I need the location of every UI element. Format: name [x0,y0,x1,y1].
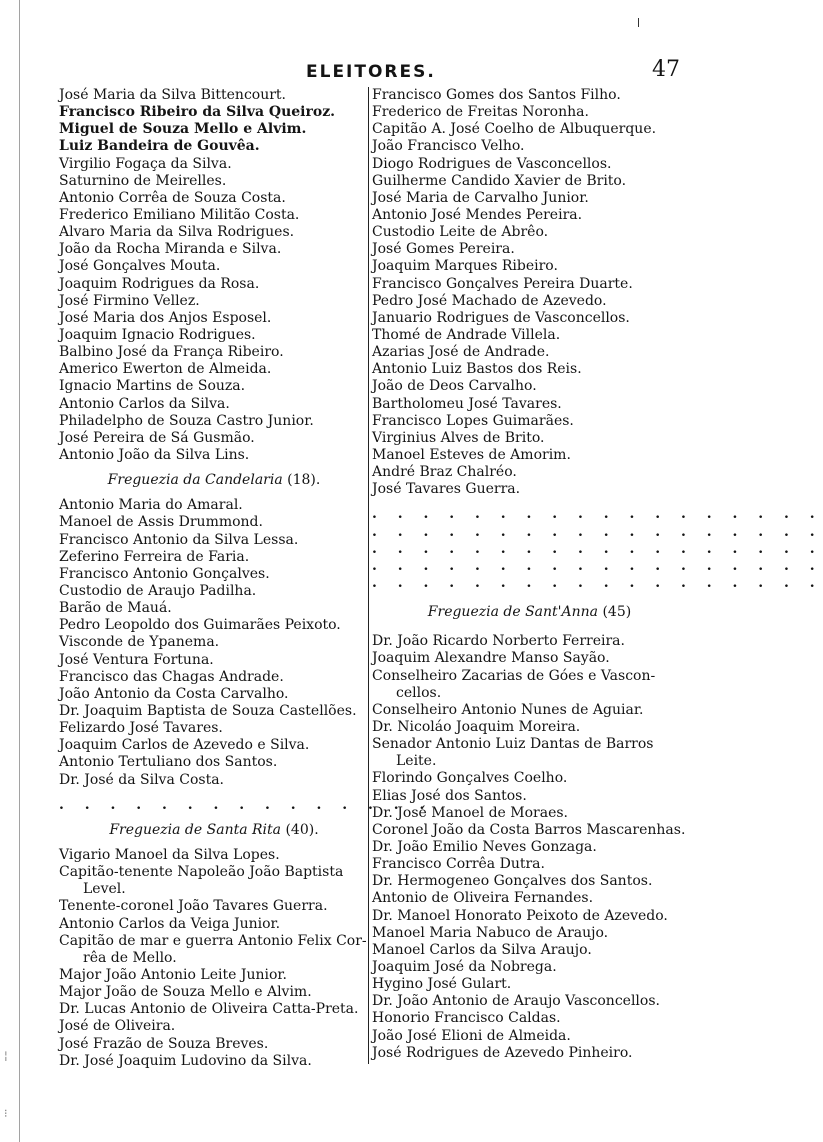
voter-entry: Joaquim José da Nobrega. [372,958,557,975]
voter-entry: José Rodrigues de Azevedo Pinheiro. [372,1044,633,1061]
page-header [60,57,690,86]
voter-entry: Tenente-coronel João Tavares Guerra. [59,898,328,915]
page-number: 47 [652,57,680,82]
right-column [372,87,823,1062]
voter-entry: João Francisco Velho. [372,138,525,155]
voter-entry: Antonio Tertuliano dos Santos. [59,754,278,771]
voter-entry: Capitão A. José Coelho de Albuquerque. [372,121,657,138]
voter-entry: Conselheiro Antonio Nunes de Aguiar. [372,701,644,718]
voter-entry: José Maria de Carvalho Junior. [372,189,589,206]
voter-entry: Francisco Lopes Guimarães. [372,412,574,429]
ellipsis-row: . . . . . . . . . . . . . . . . . . [372,523,823,540]
voter-entry: Visconde de Ypanema. [59,634,220,651]
voter-entry: José Maria da Silva Bittencourt. [59,87,286,103]
voter-entry: Manoel Esteves de Amorim. [372,446,571,463]
voter-entry: Joaquim Alexandre Manso Sayão. [372,650,610,667]
voter-entry: José Maria dos Anjos Esposel. [59,309,272,326]
voter-entry: André Braz Chalréo. [372,464,517,481]
spacer [372,621,687,633]
voter-entry: José Frazão de Souza Breves. [59,1035,269,1052]
voter-entry: Diogo Rodrigues de Vasconcellos. [372,155,612,172]
voter-entry: Hygino José Gulart. [372,976,512,993]
print-tick-mark [638,18,639,27]
voter-entry: Luiz Bandeira de Gouvêa. [59,138,260,155]
voter-entry: Francisco Corrêa Dutra. [372,856,545,873]
voter-entry: Custodio de Araujo Padilha. [59,582,257,599]
ellipsis-row: . . . . . . . . . . . . . . . . . . [372,506,823,523]
voter-entry: Guilherme Candido Xavier de Brito. [372,172,627,189]
voter-entry: Manoel de Assis Drummond. [59,514,263,531]
voter-entry: Major João Antonio Leite Junior. [59,966,287,983]
voter-entry: Capitão de mar e guerra Antonio Felix Cor- [59,932,367,949]
voter-entry: Virgilio Fogaça da Silva. [59,155,232,172]
voter-entry: Antonio João da Silva Lins. [59,446,250,463]
voter-entry: Antonio Carlos da Silva. [59,395,230,412]
page-title: ELEITORES. [306,62,436,82]
section-heading-santa-rita [59,822,369,839]
voter-entry-continuation: Level. [83,881,126,898]
voter-entry: Joaquim Rodrigues da Rosa. [59,275,260,292]
voter-entry: Francisco Antonio da Silva Lessa. [59,531,299,548]
edge-speck-mark: ¦ [4,1049,8,1062]
voter-entry: Dr. Manoel Honorato Peixoto de Azevedo. [372,907,668,924]
section-count: (18). [287,472,321,489]
voter-entry: José Gonçalves Mouta. [59,258,221,275]
spacer [59,789,369,797]
voter-entry: Joaquim Ignacio Rodrigues. [59,326,256,343]
spacer [59,814,369,822]
section-count: (45) [602,604,632,621]
voter-entry: José Pereira de Sá Gusmão. [59,429,255,446]
voter-entry: Manoel Carlos da Silva Araujo. [372,941,592,958]
voter-entry: Balbino José da França Ribeiro. [59,344,284,361]
section-count: (40). [285,821,319,838]
voter-entry: Pedro José Machado de Azevedo. [372,292,607,309]
voter-entry: Januario Rodrigues de Vasconcellos. [372,309,630,326]
voter-entry: Miguel de Souza Mello e Alvim. [59,121,307,138]
voter-entry: Dr. Nicoláo Joaquim Moreira. [372,719,581,736]
ellipsis-row: . . . . . . . . . . . . . . . . . . [372,575,823,591]
voter-entry: Dr. Joaquim Baptista de Souza Castellões. [59,702,357,719]
voter-entry: Virginius Alves de Brito. [372,429,545,446]
voter-entry: Dr. João Ricardo Norberto Ferreira. [372,633,625,650]
voter-entry: Florindo Gonçalves Coelho. [372,770,568,787]
voter-entry: João da Rocha Miranda e Silva. [59,241,282,258]
voter-entry: Joaquim Marques Ribeiro. [372,258,558,275]
voter-entry: Coronel João da Costa Barros Mascarenhas. [372,821,686,838]
voter-entry: Antonio Corrêa de Souza Costa. [59,189,286,206]
voter-entry: Dr. José Manoel de Moraes. [372,804,568,821]
voter-entry: Dr. Lucas Antonio de Oliveira Catta-Preta. [59,1001,359,1018]
ellipsis-row: . . . . . . . . . . . . . . . [59,796,433,813]
voter-entry: Manoel Maria Nabuco de Araujo. [372,924,609,941]
voter-entry: Dr. José Joaquim Ludovino da Silva. [59,1052,312,1069]
voter-entry: Custodio Leite de Abrêo. [372,224,549,241]
voter-entry: Philadelpho de Souza Castro Junior. [59,412,314,429]
voter-entry: Francisco Antonio Gonçalves. [59,565,270,582]
spacer [59,839,369,847]
voter-entry: Francisco Ribeiro da Silva Queiroz. [59,104,336,121]
voter-entry: Zeferino Ferreira de Faria. [59,548,250,565]
voter-entry: Thomé de Andrade Villela. [372,326,561,343]
voter-entry: Alvaro Maria da Silva Rodrigues. [59,224,295,241]
voter-entry: Francisco Gomes dos Santos Filho. [372,87,621,103]
voter-entry: Francisco das Chagas Andrade. [59,668,284,685]
edge-speck-mark: ⁝ [4,1107,8,1120]
spacer [59,489,369,497]
voter-entry: Pedro Leopoldo dos Guimarães Peixoto. [59,617,341,634]
voter-entry: Antonio Carlos da Veiga Junior. [59,915,281,932]
binding-edge-line [19,0,20,1142]
ellipsis-row: . . . . . . . . . . . . . . . . . . [372,540,823,557]
voter-entry: José Tavares Guerra. [372,481,521,498]
voter-entry: Antonio Luiz Bastos dos Reis. [372,361,582,378]
spacer [372,498,687,506]
voter-entry: Frederico Emiliano Militão Costa. [59,206,300,223]
voter-entry: Capitão-tenente Napoleão João Baptista [59,864,344,881]
voter-entry: Dr. José da Silva Costa. [59,771,224,788]
voter-entry: Felizardo José Tavares. [59,720,223,737]
section-heading-text: Freguezia da Candelaria [107,472,283,489]
voter-entry: Major João de Souza Mello e Alvim. [59,984,312,1001]
voter-entry: Senador Antonio Luiz Dantas de Barros [372,736,654,753]
ellipsis-row: . . . . . . . . . . . . . . . . . . [372,557,823,574]
voter-entry-continuation: rêa de Mello. [83,949,177,966]
spacer [372,592,687,604]
section-heading-text: Freguezia de Santa Rita [109,821,281,838]
voter-entry: José de Oliveira. [59,1018,176,1035]
voter-entry: Barão de Mauá. [59,600,172,617]
voter-entry: Conselheiro Zacarias de Góes e Vascon- [372,667,656,684]
voter-entry: José Ventura Fortuna. [59,651,214,668]
voter-entry: Honorio Francisco Caldas. [372,1010,561,1027]
section-heading-text: Freguezia de Sant'Anna [427,604,599,621]
voter-entry: Dr. João Antonio de Araujo Vasconcellos. [372,993,660,1010]
voter-entry: Azarias José de Andrade. [372,344,550,361]
voter-entry: Ignacio Martins de Souza. [59,378,246,395]
spacer [59,464,369,472]
section-heading-santanna [372,604,687,621]
voter-entry: José Firmino Vellez. [59,292,200,309]
voter-entry: Antonio Maria do Amaral. [59,497,243,514]
voter-entry: Vigario Manoel da Silva Lopes. [59,846,280,863]
voter-entry: Francisco Gonçalves Pereira Duarte. [372,275,633,292]
voter-entry: Joaquim Carlos de Azevedo e Silva. [59,737,310,754]
voter-entry: João de Deos Carvalho. [372,378,537,395]
voter-entry: Elias José dos Santos. [372,787,527,804]
voter-entry: Saturnino de Meirelles. [59,172,227,189]
voter-entry: Americo Ewerton de Almeida. [59,361,272,378]
voter-entry-continuation: cellos. [396,684,442,701]
section-heading-candelaria [59,472,369,489]
voter-entry: Bartholomeu José Tavares. [372,395,562,412]
voter-entry: Dr. Hermogeneo Gonçalves dos Santos. [372,873,653,890]
voter-entry: João Antonio da Costa Carvalho. [59,685,289,702]
voter-entry: José Gomes Pereira. [372,241,515,258]
voter-entry: Frederico de Freitas Noronha. [372,104,589,121]
voter-entry: João José Elioni de Almeida. [372,1027,571,1044]
voter-entry: Dr. João Emilio Neves Gonzaga. [372,839,597,855]
voter-entry-continuation: Leite. [396,753,437,770]
voter-entry: Antonio de Oliveira Fernandes. [372,890,594,907]
voter-entry: Antonio José Mendes Pereira. [372,206,583,223]
